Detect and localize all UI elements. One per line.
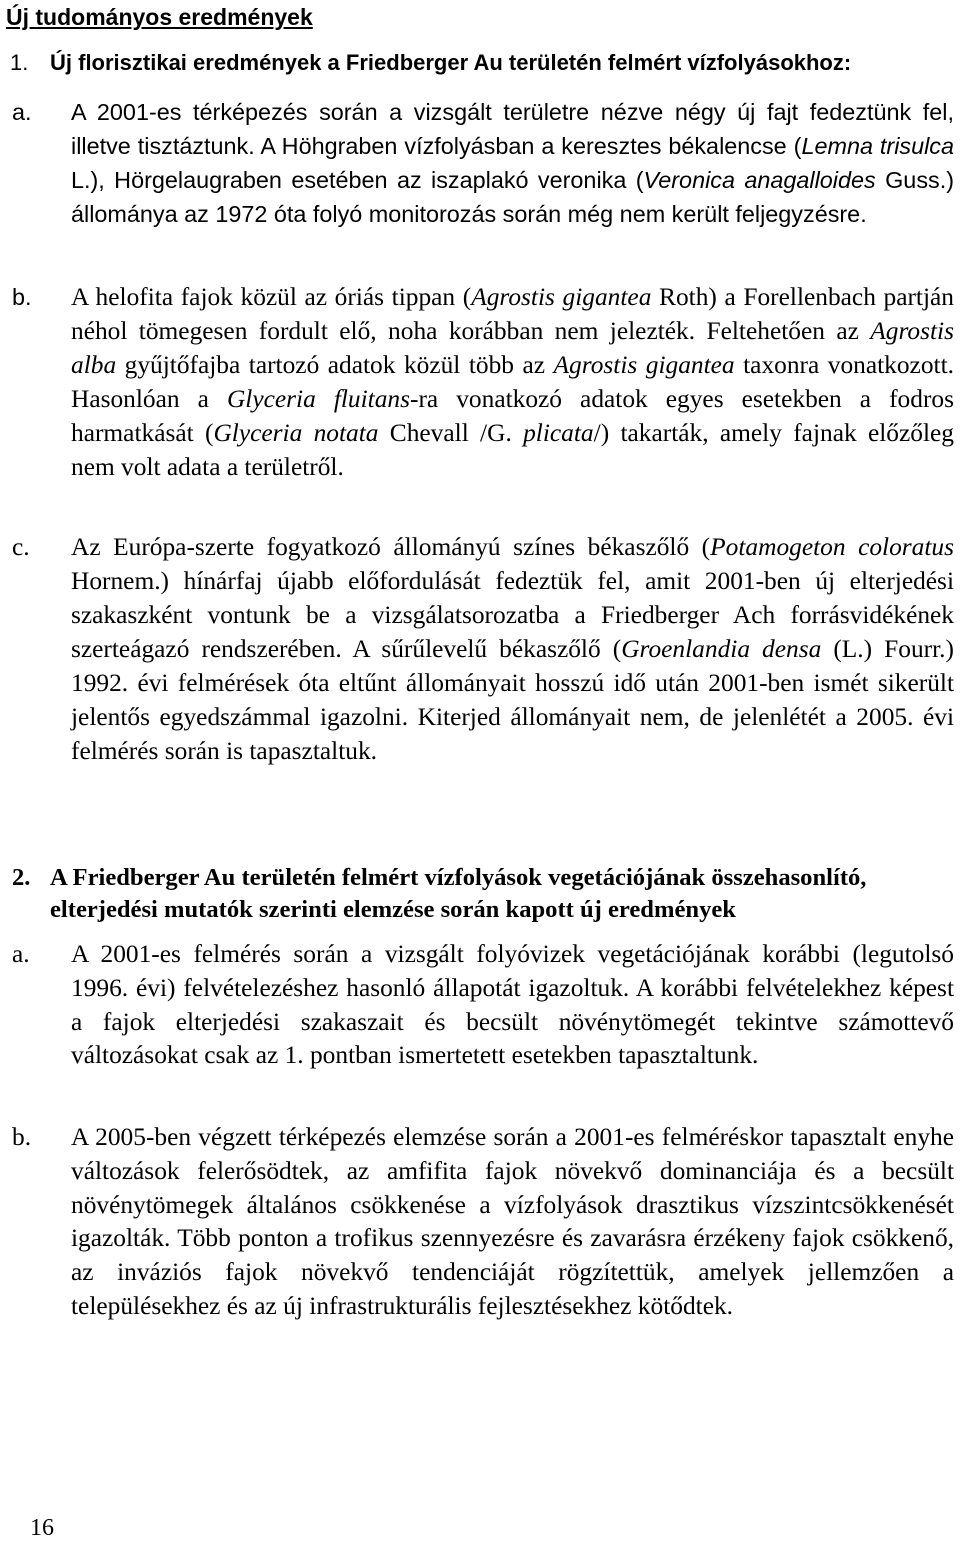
taxon-name: plicata	[523, 419, 594, 447]
section-1-item-b	[12, 280, 954, 484]
text-run: taxonra vonatkozott. Hasonlóan a	[71, 351, 954, 413]
section-2-item-b	[12, 1121, 954, 1324]
item-body	[71, 95, 954, 231]
text-run: A 2001-es felmérés során a vizsgált folyóvizek vegetációjának korábbi (legutolsó 1996. évi) felvételezéshez hasonló állapotát igazoltuk. A korábbi felvételekhez képest a fajok elterjedési szakaszait és becsült növénytömegét tekintve számottevő változásokat csak az 1. pontban ismertetett esetekben tapasztaltunk.	[71, 940, 954, 1070]
text-run: /) takarták, amely fajnak előzőleg nem volt adata a területről.	[71, 419, 954, 481]
taxon-name: Potamogeton coloratus	[710, 533, 954, 561]
text-run: A 2001-es térképezés során a vizsgált területre nézve négy új fajt fedeztünk fel, illetve tisztáztunk. A Höhgraben vízfolyásban a keresztes békalencse (	[71, 99, 954, 159]
item-label: b.	[12, 1123, 32, 1151]
taxon-name: Lemna trisulca	[801, 133, 954, 159]
text-run: -ra vonatkozó adatok egyes esetekben a fodros harmatkását (	[71, 385, 954, 447]
section-1-item-c	[12, 530, 954, 768]
text-run: A helofita fajok közül az óriás tippan (	[71, 283, 472, 311]
taxon-name: Groenlandia densa	[621, 635, 822, 663]
taxon-name: Glyceria fluitans	[226, 385, 411, 413]
text-run: A 2005-ben végzett térképezés elemzése során a 2001-es felméréskor tapasztalt enyhe változások felerősödtek, az amfifita fajok növekvő dominanciája és a becsült növénytömegek általános csökkenése a vízfolyások drasztikus vízszintcsökkenését igazolták. Több ponton a trofikus szennyezésre és zavarásra érzékeny fajok csökkenő, az inváziós fajok növekvő tendenciáját rögzítettük, amelyek jellemzően a településekhez és az új infrastrukturális fejlesztésekhez kötődtek.	[71, 1123, 954, 1320]
section-1-item-a	[12, 95, 954, 231]
taxon-name: Glyceria notata	[213, 419, 379, 447]
taxon-name: Agrostis gigantea	[471, 283, 652, 311]
text-run: Az Európa-szerte fogyatkozó állományú színes békaszőlő (	[71, 533, 711, 561]
section-1-heading	[10, 48, 851, 78]
section-2-number: 2.	[12, 864, 31, 891]
text-run: Guss.) állománya az 1972 óta folyó monitorozás során még nem került feljegyzésre.	[71, 167, 954, 227]
text-run: Roth) a Forellenbach partján néhol tömegesen fordult elő, noha korábban nem jelezték. Feltehetően az	[71, 283, 954, 345]
item-body	[71, 530, 954, 768]
text-run: Hornem.) hínárfaj újabb előfordulását fedeztük fel, amit 2001-ben új elterjedési szakaszként vontunk be a vizsgálatsorozatba a Friedberger Ach forrásvidékének szerteágazó rendszerében. A sűrűlevelű békaszőlő (	[71, 567, 954, 663]
text-run: (L.) Fourr.) 1992. évi felmérések óta eltűnt állományait hosszú idő után 2001-ben ismét sikerült jelentős egyedszámmal igazolni. Kiterjed állományait nem, de jelenlétét a 2005. évi felmérés során is tapasztaltuk.	[71, 635, 954, 765]
item-label: a.	[12, 99, 32, 125]
section-2-title: A Friedberger Au területén felmért vízfolyások vegetációjának összehasonlító, elterjedési mutatók szerinti elemzése során kapott új eredmények	[50, 864, 867, 923]
section-2-heading	[12, 862, 954, 926]
section-1-number: 1.	[10, 50, 29, 75]
item-body	[71, 1121, 954, 1324]
item-label: a.	[12, 940, 30, 968]
item-body	[71, 938, 954, 1073]
page-title: Új tudományos eredmények	[6, 4, 313, 30]
page-number: 16	[30, 1515, 54, 1541]
text-run: L.), Hörgelaugraben esetében az iszaplakó veronika (	[71, 167, 644, 193]
item-label: c.	[12, 533, 30, 561]
section-2-item-a	[12, 938, 954, 1073]
taxon-name: Veronica anagalloides	[643, 167, 876, 193]
text-run: Chevall /G.	[378, 419, 524, 447]
item-body	[71, 280, 954, 484]
item-label: b.	[12, 284, 32, 310]
taxon-name: Agrostis alba	[71, 317, 954, 379]
section-1-title: Új florisztikai eredmények a Friedberger Au területén felmért vízfolyásokhoz:	[50, 50, 852, 75]
text-run: gyűjtőfajba tartozó adatok közül több az	[116, 351, 554, 379]
taxon-name: Agrostis gigantea	[553, 351, 735, 379]
